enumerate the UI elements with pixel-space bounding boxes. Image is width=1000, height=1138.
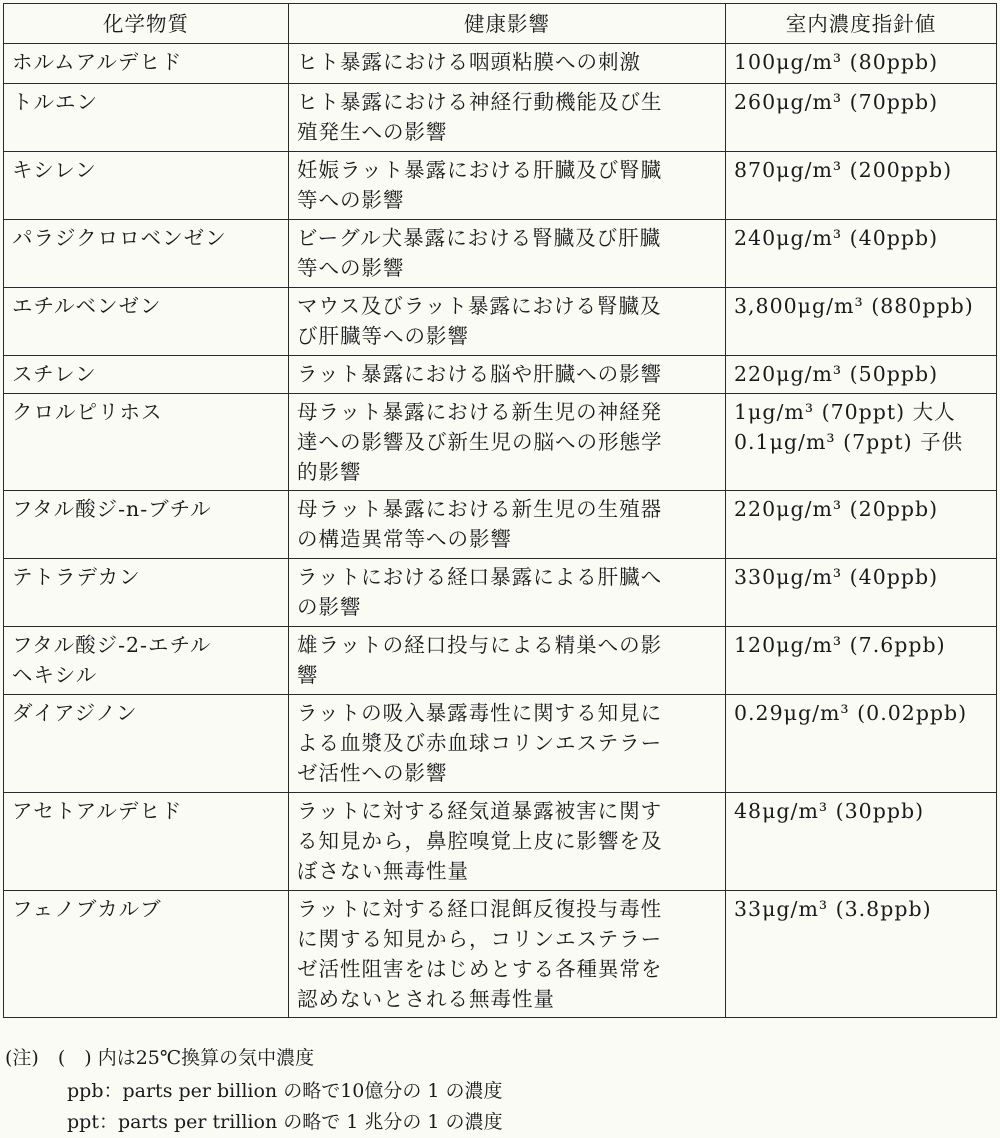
header-guideline-value: 室内濃度指針値 [726, 4, 997, 44]
substance-cell: アセトアルデヒド [4, 793, 289, 891]
substance-cell: トルエン [4, 84, 289, 152]
substance-cell: テトラデカン [4, 559, 289, 627]
guideline-table [3, 3, 997, 1018]
table-row [4, 891, 997, 1018]
guideline-value-cell: 48μg/m³ (30ppb) [726, 793, 997, 891]
guideline-value-cell: 220μg/m³ (50ppb) [726, 356, 997, 394]
guideline-value-cell: 330μg/m³ (40ppb) [726, 559, 997, 627]
header-health-effect: 健康影響 [289, 4, 726, 44]
guideline-value-cell: 33μg/m³ (3.8ppb) [726, 891, 997, 1018]
substance-cell: クロルピリホス [4, 394, 289, 491]
guideline-value-cell: 240μg/m³ (40ppb) [726, 220, 997, 288]
guideline-value-cell: 120μg/m³ (7.6ppb) [726, 627, 997, 695]
guideline-value-cell: 3,800μg/m³ (880ppb) [726, 288, 997, 356]
guideline-value-cell: 100μg/m³ (80ppb) [726, 44, 997, 84]
health-effect-cell: 妊娠ラット暴露における肝臓及び腎臓 等への影響 [289, 152, 726, 220]
guideline-value-cell: 0.29μg/m³ (0.02ppb) [726, 695, 997, 793]
table-row [4, 356, 997, 394]
table-row [4, 627, 997, 695]
table-row [4, 152, 997, 220]
substance-cell: フタル酸ジ-n-ブチル [4, 491, 289, 559]
substance-cell: スチレン [4, 356, 289, 394]
health-effect-cell: ビーグル犬暴露における腎臓及び肝臓 等への影響 [289, 220, 726, 288]
health-effect-cell: 母ラット暴露における新生児の生殖器 の構造異常等への影響 [289, 491, 726, 559]
health-effect-cell: ヒト暴露における神経行動機能及び生 殖発生への影響 [289, 84, 726, 152]
table-row [4, 84, 997, 152]
health-effect-cell: ラットにおける経口暴露による肝臓へ の影響 [289, 559, 726, 627]
table-row [4, 44, 997, 84]
health-effect-cell: ラットの吸入暴露毒性に関する知見に よる血漿及び赤血球コリンエステラー ゼ活性への影響 [289, 695, 726, 793]
health-effect-cell: ラット暴露における脳や肝臓への影響 [289, 356, 726, 394]
table-header-row [4, 4, 997, 44]
table-row [4, 559, 997, 627]
guideline-value-cell: 870μg/m³ (200ppb) [726, 152, 997, 220]
table-row [4, 491, 997, 559]
health-effect-cell: 母ラット暴露における新生児の神経発 達への影響及び新生児の脳への形態学 的影響 [289, 394, 726, 491]
health-effect-cell: ラットに対する経気道暴露被害に関す る知見から，鼻腔嗅覚上皮に影響を及 ぼさない無毒性量 [289, 793, 726, 891]
substance-cell: パラジクロロベンゼン [4, 220, 289, 288]
health-effect-cell: マウス及びラット暴露における腎臓及 び肝臓等への影響 [289, 288, 726, 356]
header-substance: 化学物質 [4, 4, 289, 44]
table-row [4, 394, 997, 491]
table-row [4, 793, 997, 891]
note-parentheses: (注) ( ) 内は25℃換算の気中濃度 [5, 1047, 315, 1069]
substance-cell: フタル酸ジ-2-エチル ヘキシル [4, 627, 289, 695]
table-row [4, 288, 997, 356]
note-ppt: ppt：parts per trillion の略で 1 兆分の 1 の濃度 [67, 1111, 503, 1133]
substance-cell: キシレン [4, 152, 289, 220]
substance-cell: フェノブカルブ [4, 891, 289, 1018]
health-effect-cell: 雄ラットの経口投与による精巣への影 響 [289, 627, 726, 695]
health-effect-cell: ラットに対する経口混餌反復投与毒性 に関する知見から，コリンエステラー ゼ活性阻害をはじめとする各種異常を 認めないとされる無毒性量 [289, 891, 726, 1018]
table-row [4, 220, 997, 288]
note-ppb: ppb：parts per billion の略で10億分の 1 の濃度 [67, 1080, 503, 1102]
guideline-value-cell: 220μg/m³ (20ppb) [726, 491, 997, 559]
substance-cell: ダイアジノン [4, 695, 289, 793]
guideline-value-cell: 1μg/m³ (70ppt) 大人 0.1μg/m³ (7ppt) 子供 [726, 394, 997, 491]
substance-cell: ホルムアルデヒド [4, 44, 289, 84]
guideline-value-cell: 260μg/m³ (70ppb) [726, 84, 997, 152]
substance-cell: エチルベンゼン [4, 288, 289, 356]
table-row [4, 695, 997, 793]
health-effect-cell: ヒト暴露における咽頭粘膜への刺激 [289, 44, 726, 84]
